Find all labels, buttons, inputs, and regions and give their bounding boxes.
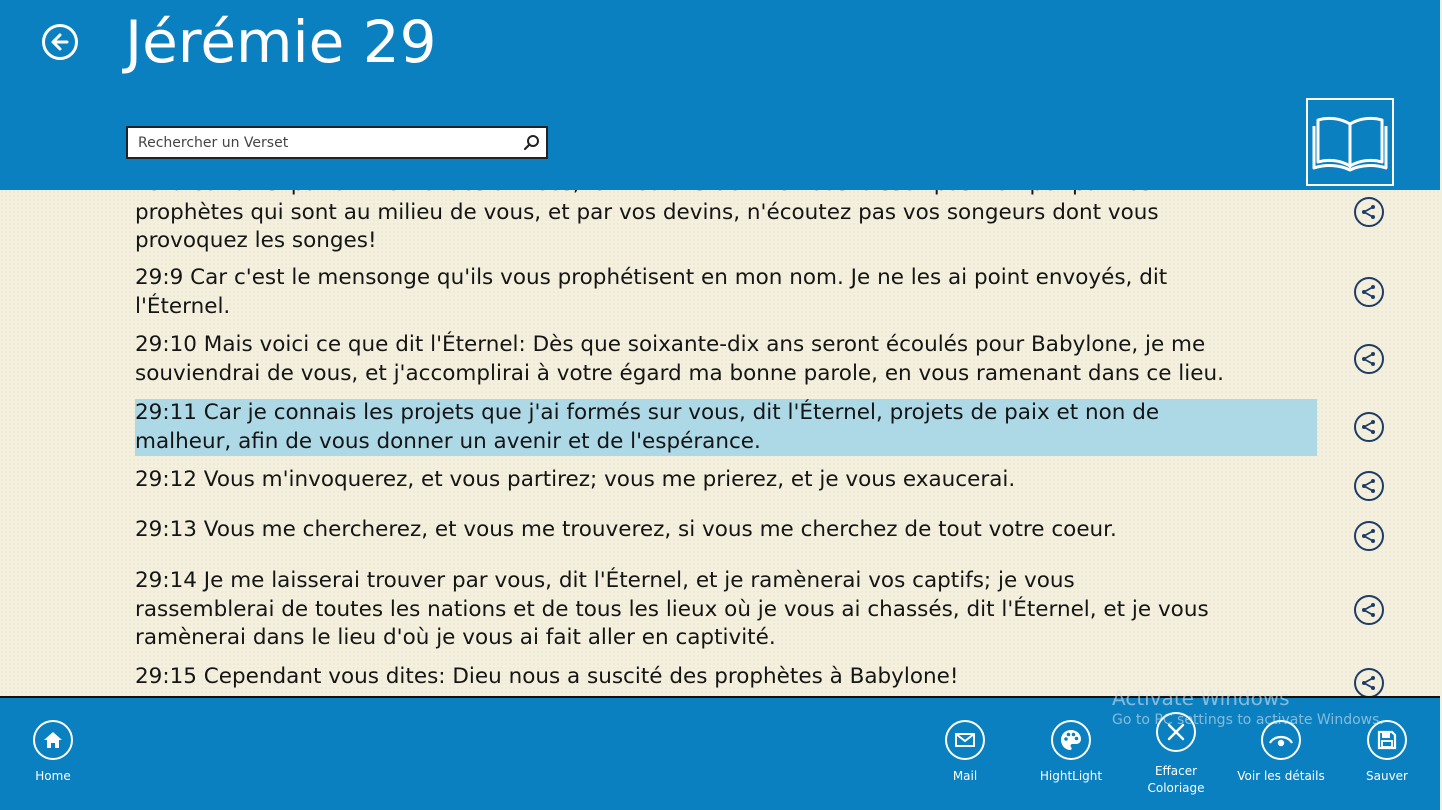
verse-29-8[interactable]: prophètes qui sont au milieu de vous, et par vos devins, n'écoutez pas vos songeurs dont vous provoquez les songes!	[135, 199, 1159, 253]
header-bar	[0, 0, 1440, 190]
home-button[interactable]	[0, 720, 108, 784]
activation-watermark	[1112, 686, 1384, 730]
verse-list[interactable]	[0, 190, 1440, 696]
search-input[interactable]	[128, 128, 516, 157]
highlight-button[interactable]	[1016, 720, 1126, 784]
mail-button[interactable]	[910, 720, 1020, 784]
share-icon	[1360, 601, 1378, 619]
back-arrow-icon	[50, 32, 70, 52]
highlight-circle	[1051, 720, 1091, 760]
share-button[interactable]	[1354, 471, 1384, 501]
share-button[interactable]	[1354, 521, 1384, 551]
watermark-title: Activate Windows	[1112, 686, 1290, 710]
share-icon	[1360, 418, 1378, 436]
share-icon	[1360, 527, 1378, 545]
verse-29-15[interactable]: 29:15 Cependant vous dites: Dieu nous a suscité des prophètes à Babylone!	[135, 664, 959, 689]
page-title: Jérémie 29	[125, 8, 437, 76]
search-button[interactable]	[516, 128, 546, 157]
open-book-icon	[1312, 112, 1388, 172]
verse-29-12[interactable]: 29:12 Vous m'invoquerez, et vous partirez; vous me prierez, et je vous exaucerai.	[135, 467, 1016, 492]
mail-icon	[954, 729, 976, 751]
verse-29-9[interactable]: 29:9 Car c'est le mensonge qu'ils vous prophétisent en mon nom. Je ne les ai point envoyés, dit l'Éternel.	[135, 265, 1168, 319]
mail-circle	[945, 720, 985, 760]
clear-label-line1: Effacer	[1154, 764, 1198, 778]
share-icon	[1360, 283, 1378, 301]
share-button[interactable]	[1354, 412, 1384, 442]
details-label: Voir les détails	[1237, 769, 1325, 783]
save-label: Sauver	[1366, 769, 1408, 783]
share-icon	[1360, 350, 1378, 368]
share-button[interactable]	[1354, 595, 1384, 625]
share-button[interactable]	[1354, 277, 1384, 307]
search-icon	[523, 134, 540, 151]
watermark-subtitle: Go to PC settings to activate Windows.	[1112, 712, 1384, 728]
home-icon	[42, 729, 64, 751]
back-button[interactable]	[42, 24, 78, 60]
clear-label-line2: Coloriage	[1147, 781, 1205, 795]
share-icon	[1360, 203, 1378, 221]
save-icon	[1377, 730, 1397, 750]
share-button[interactable]	[1354, 197, 1384, 227]
verse-29-10[interactable]: 29:10 Mais voici ce que dit l'Éternel: Dès que soixante-dix ans seront écoulés pour Babylone, je me souviendrai de vous, et j'accomplirai à votre égard ma bonne parole, en vous ramenant dans ce lieu.	[135, 332, 1224, 386]
search-box[interactable]	[126, 126, 548, 159]
home-circle	[33, 720, 73, 760]
highlight-label: HightLight	[1039, 769, 1103, 783]
eye-icon	[1268, 729, 1294, 751]
mail-label: Mail	[952, 769, 978, 783]
share-icon	[1360, 477, 1378, 495]
verse-29-14[interactable]: 29:14 Je me laisserai trouver par vous, dit l'Éternel, et je ramènerai vos captifs; je vous rassemblerai de toutes les nations et de tous les lieux où je vous ai chassés, dit l'Éternel, et je vous ramènerai dans le lieu d'où je vous ai fait aller en captivité.	[135, 568, 1209, 650]
share-button[interactable]	[1354, 344, 1384, 374]
verse-29-11[interactable]: 29:11 Car je connais les projets que j'ai formés sur vous, dit l'Éternel, projets de paix et non de malheur, afin de vous donner un avenir et de l'espérance.	[135, 399, 1317, 456]
home-label: Home	[35, 769, 71, 783]
palette-icon	[1059, 728, 1083, 752]
verse-29-13[interactable]: 29:13 Vous me chercherez, et vous me trouverez, si vous me cherchez de tout votre coeur.	[135, 517, 1117, 542]
book-tile[interactable]	[1306, 98, 1394, 186]
